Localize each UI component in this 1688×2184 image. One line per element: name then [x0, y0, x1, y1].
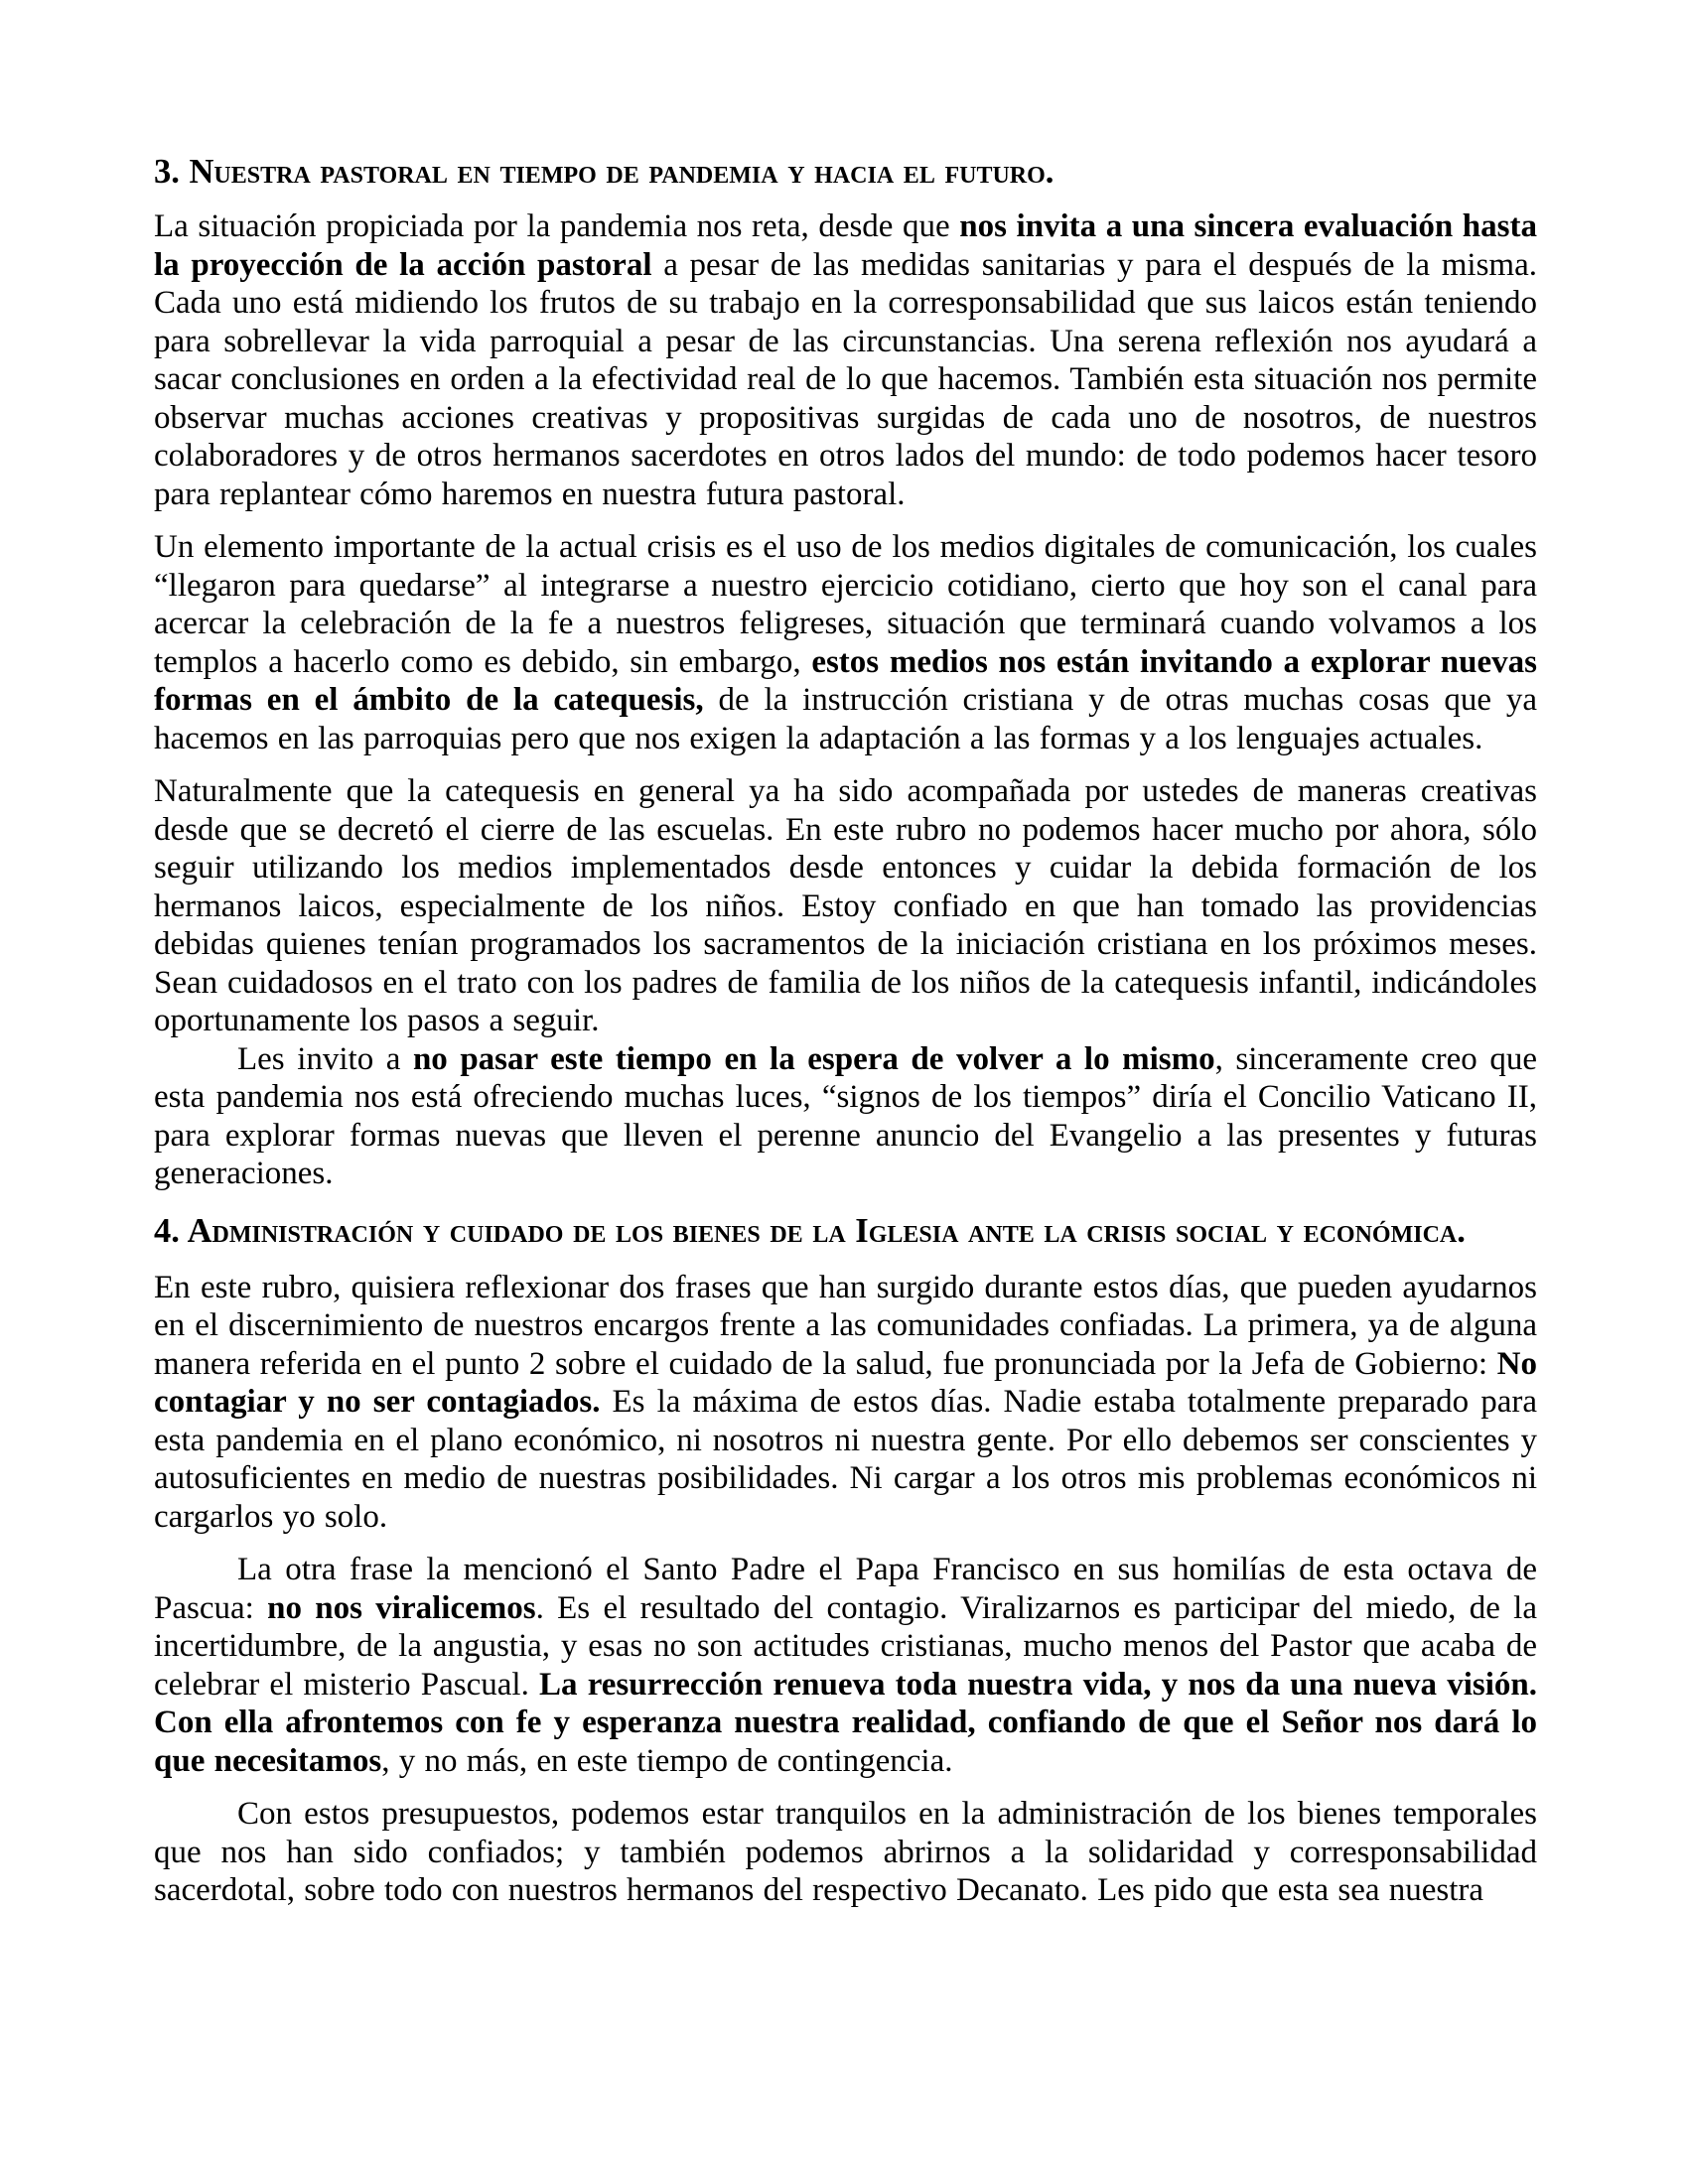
section-3-heading: 3. Nuestra pastoral en tiempo de pandemia y hacia el futuro. [154, 153, 1055, 191]
section-3-paragraph-2: Un elemento importante de la actual crisis es el uso de los medios digitales de comunicación, los cuales “llegaron para quedarse” al integrarse a nuestro ejercicio cotidiano, cierto que hoy son el canal para acercar la celebración de la fe a nuestros feligreses, situación que terminará cuando volvamos a los templos a hacerlo como es debido, sin embargo, estos medios nos están invitando a explorar nuevas formas en el ámbito de la catequesis, de la instrucción cristiana y de otras muchas cosas que ya hacemos en las parroquias pero que nos exigen la adaptación a las formas y a los lenguajes actuales. [154, 529, 1537, 756]
section-4-paragraph-3: Con estos presupuestos, podemos estar tranquilos en la administración de los bienes temporales que nos han sido confiados; y también podemos abrirnos a la solidaridad y corresponsabilidad sacerdotal, sobre todo con nuestros hermanos del respectivo Decanato. Les pido que esta sea nuestra [154, 1796, 1537, 1908]
section-3-paragraph-3: Naturalmente que la catequesis en general ya ha sido acompañada por ustedes de maneras creativas desde que se decretó el cierre de las escuelas. En este rubro no podemos hacer mucho por ahora, sólo seguir utilizando los medios implementados desde entonces y cuidar la debida formación de los hermanos laicos, especialmente de los niños. Estoy confiado en que han tomado las providencias debidas quienes tenían programados los sacramentos de la iniciación cristiana en los próximos meses. Sean cuidadosos en el trato con los padres de familia de los niños de la catequesis infantil, indicándoles oportunamente los pasos a seguir. [154, 773, 1537, 1038]
section-4-paragraph-2: La otra frase la mencionó el Santo Padre el Papa Francisco en sus homilías de esta octava de Pascua: no nos viralicemos. Es el resultado del contagio. Viralizarnos es participar del miedo, de la incertidumbre, de la angustia, y esas no son actitudes cristianas, mucho menos del Pastor que acaba de celebrar el misterio Pascual. La resurrección renueva toda nuestra vida, y nos da una nueva visión. Con ella afrontemos con fe y esperanza nuestra realidad, confiando de que el Señor nos dará lo que necesitamos, y no más, en este tiempo de contingencia. [154, 1552, 1537, 1779]
section-3-paragraph-1: La situación propiciada por la pandemia nos reta, desde que nos invita a una sincera evaluación hasta la proyección de la acción pastoral a pesar de las medidas sanitarias y para el después de la misma. Cada uno está midiendo los frutos de su trabajo en la corresponsabilidad que sus laicos están teniendo para sobrellevar la vida parroquial a pesar de las circunstancias. Una serena reflexión nos ayudará a sacar conclusiones en orden a la efectividad real de lo que hacemos. También esta situación nos permite observar muchas acciones creativas y propositivas surgidas de cada uno de nosotros, de nuestros colaboradores y de otros hermanos sacerdotes en otros lados del mundo: de todo podemos hacer tesoro para replantear cómo haremos en nuestra futura pastoral. [154, 208, 1537, 512]
section-4-paragraph-1: En este rubro, quisiera reflexionar dos frases que han surgido durante estos días, que pueden ayudarnos en el discernimiento de nuestros encargos frente a las comunidades confiadas. La primera, ya de alguna manera referida en el punto 2 sobre el cuidado de la salud, fue pronunciada por la Jefa de Gobierno: No contagiar y no ser contagiados. Es la máxima de estos días. Nadie estaba totalmente preparado para esta pandemia en el plano económico, ni nosotros ni nuestra gente. Por ello debemos ser conscientes y autosuficientes en medio de nuestras posibilidades. Ni cargar a los otros mis problemas económicos ni cargarlos yo solo. [154, 1269, 1537, 1535]
section-3-paragraph-4: Les invito a no pasar este tiempo en la espera de volver a lo mismo, sinceramente creo que esta pandemia nos está ofreciendo muchas luces, “signos de los tiempos” diría el Concilio Vaticano II, para explorar formas nuevas que lleven el perenne anuncio del Evangelio a las presentes y futuras generaciones. [154, 1040, 1537, 1191]
section-4-heading: 4. Administración y cuidado de los bienes de la Iglesia ante la crisis social y económica. [154, 1211, 1466, 1250]
